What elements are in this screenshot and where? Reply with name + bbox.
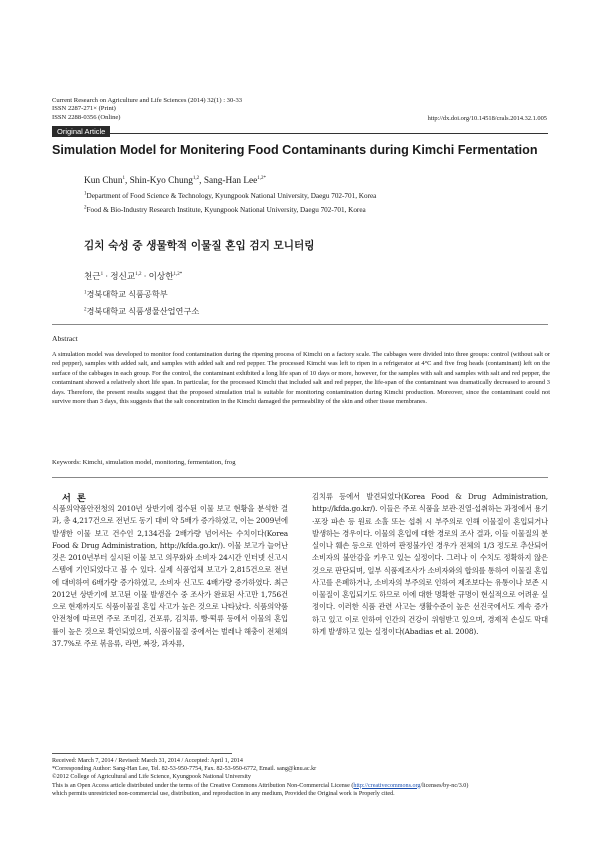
author-name: Shin-Kyo Chung [129, 176, 193, 186]
author-sup: 1,2 [135, 272, 142, 278]
journal-info [52, 97, 242, 122]
abstract-heading: Abstract [52, 334, 78, 343]
footnote-rule [52, 753, 232, 754]
author-sep: , [199, 176, 204, 186]
license-text: This is an Open Access article distributed under the terms of the Creative Commons Attribution Non-Commercial License ( [52, 782, 354, 789]
article-type-badge: Original Article [52, 126, 110, 137]
author-sup: 1,2* [173, 272, 183, 278]
body-paragraph: 식품의약품안전청의 2010년 상반기에 접수된 이물 보고 현황을 분석한 결과, 총 4,217건으로 전년도 동기 대비 약 5배가 증가하였고, 이는 2009년에 발생한 이물 보고 건수인 2,134건을 2배가량 넘어서는 수치이다(Korea Food & Drug Administration, http://kfda.go.kr/). 이물 보고가 늘어난 것은 2010년부터 실시된 이물 보고 의무화와 소비자 24시간 인터넷 신고시스템에 기인되었다고 볼 수 있다. 실제 식품업체 보고가 2,815건으로 전년에 대비하여 6배가량 증가하였고, 소비자 신고도 4배가량 증가하였다. 최근 2012년 상반기에 보고된 이물 발생건수 중 조사가 완료된 사고만 1,756건으로 현재까지도 식품이물질 혼입 사고가 높은 것으로 나타났다. 식품의약품안전청에 따르면 주로 조미김, 건포류, 김치류, 빵·떡류 등에서 이물의 혼입률이 높은 것으로 확인되었으며, 식품이물질 중에서는 벌레나 해충이 전체의 37.7%로 주로 볶음류, 라면, 짜장, 과자류, [52, 504, 288, 648]
header-rule [52, 133, 548, 134]
license-link[interactable]: http://creativecommons.org [353, 782, 421, 789]
korean-affiliation-2 [84, 306, 199, 317]
body-column-right [312, 491, 548, 638]
license-notice-line2: which permits unrestricted non-commercial use, distribution, and reproduction in any medium, Provided the Original work is Properly cited. [52, 790, 395, 797]
affiliation-1 [84, 192, 376, 200]
affiliation-text: Department of Food Science & Technology, Kyungpook National University, Daegu 702-701, Korea [86, 192, 377, 200]
author-name: Sang-Han Lee [203, 176, 258, 186]
footnotes [52, 757, 552, 798]
korean-affiliation-1 [84, 289, 168, 300]
author-name: 정신교 [110, 271, 136, 281]
author-name: 이상한 [148, 271, 174, 281]
affiliation-text: 경북대학교 식품공학부 [86, 290, 168, 299]
doi-link[interactable]: http://dx.doi.org/10.14518/crals.2014.32.1.005 [427, 115, 547, 122]
author-sup: 1,2* [257, 175, 267, 181]
paper-title: Simulation Model for Monitering Food Contaminants during Kimchi Fermentation [52, 143, 538, 157]
affiliation-text: Food & Bio-Industry Research Institute, Kyungpook National University, Daegu 702-701, Korea [86, 206, 366, 214]
affiliation-text: 경북대학교 식품생물산업연구소 [86, 307, 200, 316]
affiliation-sup: 2 [84, 205, 87, 211]
affiliation-2 [84, 206, 366, 214]
journal-citation: Current Research on Agriculture and Life Sciences (2014) 32(1) : 30-33 [52, 97, 243, 104]
author-list [84, 176, 266, 186]
affiliation-sup: 1 [84, 191, 87, 197]
author-sep: · [103, 271, 111, 281]
received-dates: Received: March 7, 2014 / Revised: March 31, 2014 / Accepted: April 1, 2014 [52, 758, 243, 764]
section-heading-intro: 서론 [62, 493, 92, 504]
license-notice [52, 782, 552, 790]
author-sep: , [124, 176, 130, 186]
corresponding-author: *Corresponding Author: Sang-Han Lee, Tel. 82-53-950-7754, Fax. 82-53-950-6772, Email. sang@knu.ac.kr [52, 766, 317, 773]
author-sup: 1 [100, 272, 104, 278]
korean-title: 김치 숙성 중 생물학적 이물질 혼입 검지 모니터링 [84, 240, 315, 252]
issn-online: ISSN 2288-0356 (Online) [52, 113, 121, 121]
issn-print: ISSN 2287-271× (Print) [52, 105, 116, 113]
body-column-left [52, 503, 288, 650]
author-name: Kun Chun [84, 176, 123, 186]
korean-author-list [84, 270, 182, 282]
copyright-notice: ©2012 College of Agricultural and Life Science, Kyungpook National University [52, 774, 251, 781]
author-sep: · [141, 271, 149, 281]
abstract-text: A simulation model was developed to monitor food contamination during the ripening process of Kimchi on a factory scale. The cabbages were divided into three groups: control (without salt or red pepper), samples with added salt, and samples with added salt and red pepper. The processed Kimchi was left to ripen in a refrigerator at 4°C and five frog heads (contaminant) left on the surface of the cabbages in each group. For the control, the contaminant exhibited a long life span of 10 days or more, however, for the samples with salt and samples with salt and red pepper, the contaminant showed a relatively short life span. In particular, for the processed Kimchi that included salt and red pepper, the life-span of the contaminant was dramatically decreased to around 3 days. Therefore, the present results suggest that the proposed simulation trial is suitable for monitoring contamination during Kimchi production. Moreover, since the contaminant could not survive more than 3 days, this suggests that the salt concentration in the Kimchi damaged the permeability of the skin and other tissue membranes. [52, 351, 550, 406]
body-paragraph: 김치류 등에서 발견되었다(Korea Food & Drug Administration, http://kfda.go.kr/). 이들은 주로 식품을 보관·진열·섭취하는 과정에서 용기·포장 파손 등 원료 소홀 또는 섭취 시 부주의로 인해 이물질이 혼입되거나 발생하는 경우이다. 이물의 혼입에 대한 경로의 조사 결과, 이들 이물질의 분실이나 훼손 등으로 인하여 판정불가인 경우가 전체의 1/3 정도로 추산되어 소비자의 불안감을 키우고 있는 실정이다. 그러나 이 수치도 정확하지 않은 것으로 판단되며, 일부 식품제조사가 소비자와의 합의를 통하여 이물질 혼입사고를 은폐하거나, 소비자의 부주의로 인하여 제조보다는 유통이나 보존 시 이물질이 혼입되기도 하므로 이에 대한 명확한 규명이 현실적으로 어려운 실정이다. 이러한 식품 관련 사고는 생활수준이 높은 선진국에서도 계속 증가하고 있고 이로 인하여 인간의 건강이 위험받고 있으며, 경제적 손실도 막대하게 발생하고 있는 실정이다(Abadias et al. 2008). [312, 492, 548, 636]
abstract-rule [52, 324, 548, 325]
keywords-rule [52, 477, 548, 478]
author-sup: 1 [122, 175, 125, 181]
affiliation-sup: 1 [84, 290, 87, 296]
license-text: /licenses/by-nc/3.0) [420, 782, 469, 789]
author-sup: 1,2 [192, 175, 200, 181]
author-name: 천근 [84, 271, 101, 281]
keywords: Keywords: Kimchi, simulation model, monitoring, fermentation, frog [52, 459, 236, 466]
affiliation-sup: 2 [84, 307, 87, 313]
